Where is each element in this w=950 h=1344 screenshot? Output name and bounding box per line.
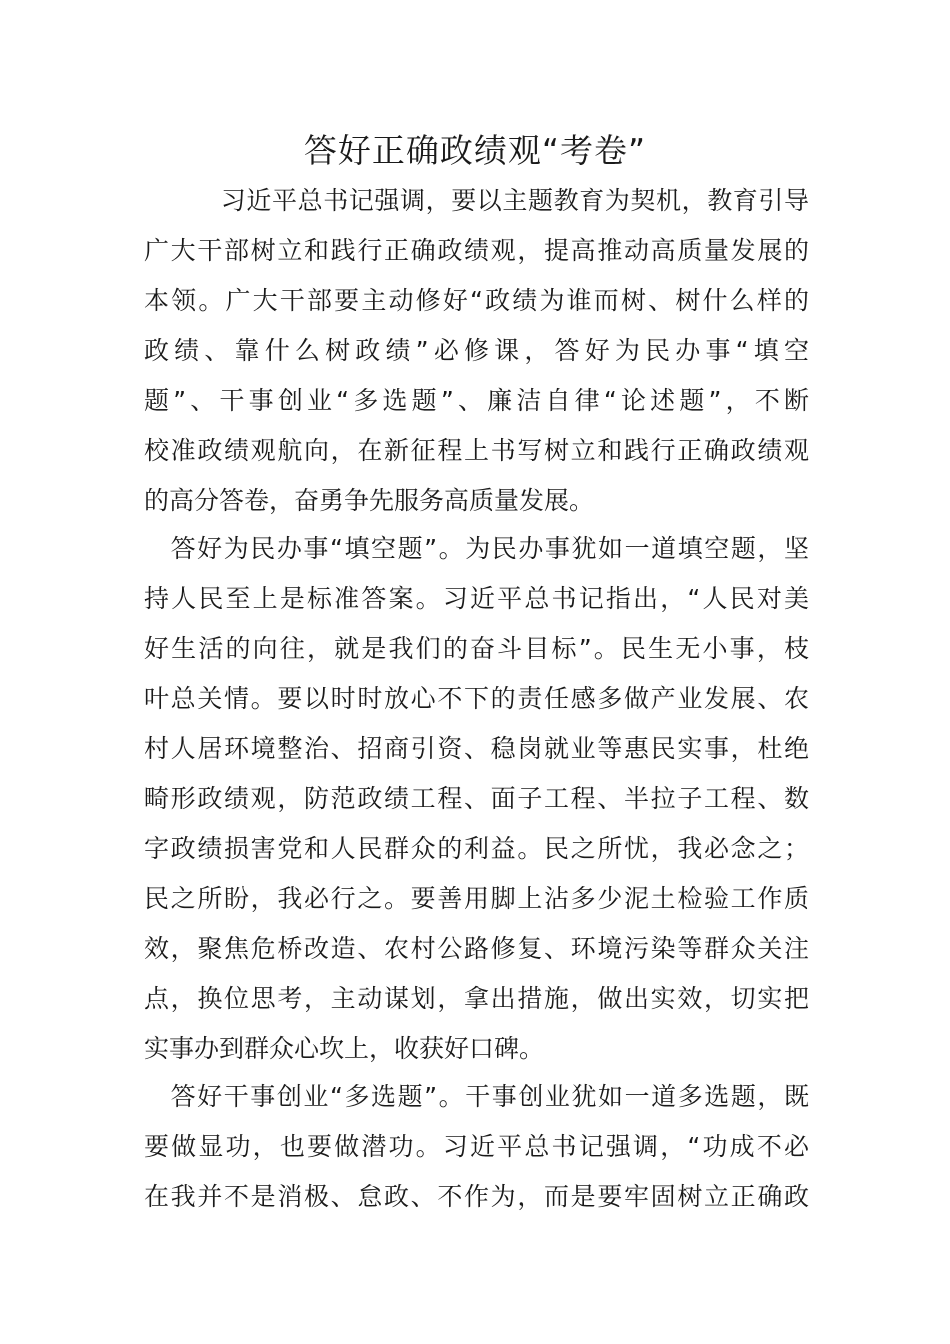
document-title: 答好正确政绩观“考卷” (303, 131, 647, 170)
text-line: 村人居环境整治、招商引资、稳岗就业等惠民实事，杜绝 (144, 734, 809, 763)
text-line: 要做显功，也要做潜功。习近平总书记强调，“功成不必 (144, 1132, 809, 1161)
text-line: 政绩、靠什么树政绩”必修课，答好为民办事“填空 (144, 336, 809, 365)
text-line: 的高分答卷，奋勇争先服务高质量发展。 (144, 486, 595, 515)
paragraph-fill-in-blank (144, 524, 809, 1074)
paragraph-intro (144, 176, 809, 526)
text-line: 好生活的向往，就是我们的奋斗目标”。民生无小事，枝 (144, 634, 809, 663)
paragraph-multiple-choice (144, 1072, 809, 1222)
text-line: 点，换位思考，主动谋划，拿出措施，做出实效，切实把 (144, 984, 809, 1013)
text-line: 民之所盼，我必行之。要善用脚上沾多少泥土检验工作质 (144, 884, 809, 913)
text-line: 答好干事创业“多选题”。干事创业犹如一道多选题，既 (144, 1082, 809, 1111)
text-line: 效，聚焦危桥改造、农村公路修复、环境污染等群众关注 (144, 934, 809, 963)
text-line: 广大干部树立和践行正确政绩观，提高推动高质量发展的 (144, 236, 809, 265)
text-line: 在我并不是消极、怠政、不作为，而是要牢固树立正确政 (144, 1182, 809, 1211)
text-line: 习近平总书记强调，要以主题教育为契机，教育引导 (144, 186, 809, 215)
text-line: 实事办到群众心坎上，收获好口碑。 (144, 1034, 545, 1063)
text-line: 叶总关情。要以时时放心不下的责任感多做产业发展、农 (144, 684, 809, 713)
text-line: 持人民至上是标准答案。习近平总书记指出，“人民对美 (144, 584, 809, 613)
text-line: 题”、干事创业“多选题”、廉洁自律“论述题”，不断 (144, 386, 809, 415)
text-line: 答好为民办事“填空题”。为民办事犹如一道填空题，坚 (144, 534, 809, 563)
text-line: 字政绩损害党和人民群众的利益。民之所忧，我必念之； (144, 834, 809, 863)
text-line: 校准政绩观航向，在新征程上书写树立和践行正确政绩观 (144, 436, 809, 465)
text-line: 本领。广大干部要主动修好“政绩为谁而树、树什么样的 (144, 286, 809, 315)
text-line: 畸形政绩观，防范政绩工程、面子工程、半拉子工程、数 (144, 784, 809, 813)
